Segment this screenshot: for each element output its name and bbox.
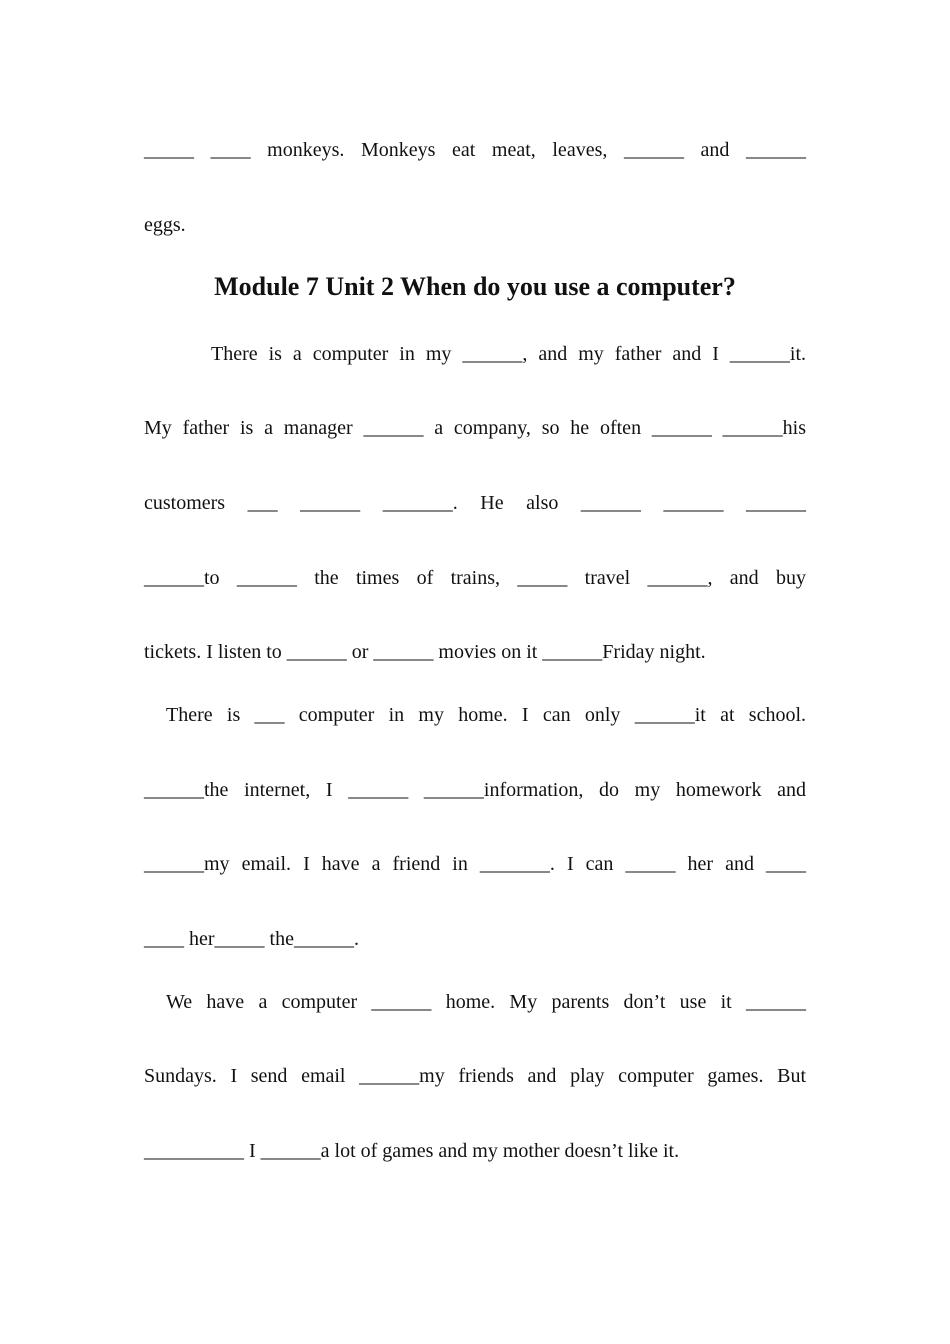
paragraph1-line-1: There is a computer in my ______, and my father and I ______it. [211,343,806,365]
paragraph3-line-3: __________ I ______a lot of games and my mother doesn’t like it. [144,1140,680,1162]
paragraph1-line-4: ______to ______ the times of trains, _____ travel ______, and buy [144,567,806,589]
intro-line-2: eggs. [144,214,186,236]
paragraph3-line-2: Sundays. I send email ______my friends and play computer games. But [144,1065,806,1087]
paragraph2-line-1: There is ___ computer in my home. I can only ______it at school. [166,704,806,726]
intro-line-1: _____ ____ monkeys. Monkeys eat meat, leaves, ______ and ______ [144,139,806,161]
paragraph3-line-1: We have a computer ______ home. My parents don’t use it ______ [166,991,806,1013]
paragraph2-line-4: ____ her_____ the______. [144,928,359,950]
page-title: Module 7 Unit 2 When do you use a computer? [214,272,736,301]
paragraph1-line-5: tickets. I listen to ______ or ______ movies on it ______Friday night. [144,641,706,663]
paragraph2-line-3: ______my email. I have a friend in _______. I can _____ her and ____ [144,853,806,875]
paragraph1-line-2: My father is a manager ______ a company, so he often ______ ______his [144,417,806,439]
paragraph1-line-3: customers ___ ______ _______. He also ______ ______ ______ [144,492,806,514]
paragraph2-line-2: ______the internet, I ______ ______information, do my homework and [144,779,806,801]
